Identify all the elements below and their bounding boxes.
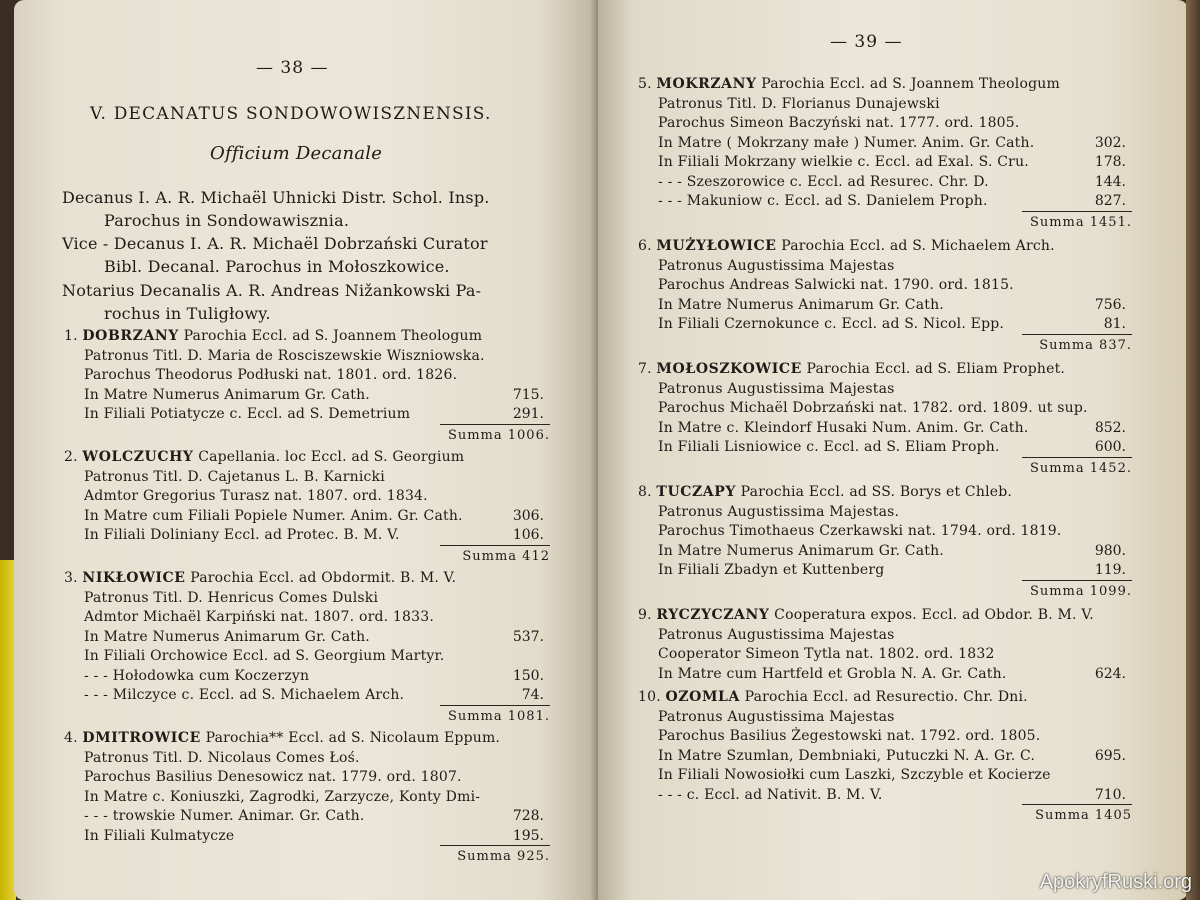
entry-name: NIKŁOWICE	[82, 570, 186, 586]
sum-rule	[440, 705, 550, 706]
entry-number: 5.	[638, 76, 652, 92]
entry-line: In Filiali Czernokunce c. Eccl. ad S. Nicol. Epp.	[658, 316, 1005, 332]
population-count: 728.	[512, 808, 544, 824]
right-page	[598, 0, 1188, 900]
entry-line: In Matre Numerus Animarum Gr. Cath.	[658, 542, 944, 559]
entry-line: In Filiali Lisniowice c. Eccl. ad S. Eliam Proph.	[658, 439, 1000, 455]
sum-rule	[1022, 580, 1132, 581]
entry-description: Parochia Eccl. ad Resurectio. Chr. Dni.	[744, 689, 1028, 705]
entry-line: Patronus Augustissima Majestas	[658, 708, 895, 725]
official-line: Decanus I. A. R. Michaël Uhnicki Distr. Schol. Insp.	[62, 188, 490, 207]
entry-name: TUCZAPY	[656, 484, 736, 500]
population-count: 291.	[512, 406, 544, 422]
entry-sum: Summa 1451.	[1029, 214, 1132, 230]
entry-name: RYCZYCZANY	[656, 607, 770, 623]
population-count: 81.	[1103, 316, 1126, 332]
entry-heading	[638, 76, 1060, 92]
entry-sum: Summa 925.	[457, 849, 550, 864]
entry-line: Parochus Theodorus Podłuski nat. 1801. ord. 1826.	[84, 367, 458, 383]
entry-line: In Filiali Kulmatycze	[84, 827, 235, 844]
section-title: V. DECANATUS SONDOWOWISZNENSIS.	[90, 104, 492, 124]
entry-line: In Matre Szumlan, Dembniaki, Putuczki N. A. Gr. C.	[658, 747, 1036, 764]
sum-rule	[440, 545, 550, 546]
entry-number: 7.	[638, 361, 652, 377]
population-count: 980.	[1094, 542, 1126, 559]
entry-line: Admtor Michaël Karpiński nat. 1807. ord. 1833.	[84, 609, 435, 625]
population-count: 756.	[1094, 296, 1126, 313]
entry-description: Capellania. loc Eccl. ad S. Georgium	[198, 449, 465, 465]
entry-line: In Filiali Zbadyn et Kuttenberg	[658, 562, 885, 578]
sum-rule	[1022, 211, 1132, 212]
entry-line: In Matre ( Mokrzany małe ) Numer. Anim. Gr. Cath.	[658, 134, 1035, 151]
population-count: 537.	[512, 628, 544, 645]
entry-description: Parochia Eccl. ad S. Michaelem Arch.	[781, 238, 1055, 254]
entry-line: In Filiali Mokrzany wielkie c. Eccl. ad Exal. S. Cru.	[658, 154, 1029, 170]
official-line: Vice - Decanus I. A. R. Michaël Dobrzański Curator	[62, 234, 488, 253]
entry-line: In Filiali Orchowice Eccl. ad S. Georgium Martyr.	[84, 648, 445, 664]
entry-line: Patronus Titl. D. Cajetanus L. B. Karnicki	[84, 468, 385, 485]
entry-number: 10.	[638, 689, 661, 705]
entry-sum: Summa 837.	[1039, 337, 1132, 353]
left-page	[14, 0, 598, 900]
population-count: 852.	[1094, 419, 1126, 436]
population-count: 144.	[1094, 173, 1126, 190]
book-edge-right	[1186, 0, 1200, 900]
entry-sum: Summa 1452.	[1029, 460, 1132, 476]
entry-heading	[64, 730, 500, 746]
entry-description: Parochia Eccl. ad S. Joannem Theologum	[183, 328, 483, 344]
entry-line: Patronus Augustissima Majestas.	[658, 503, 900, 520]
entry-line: Patronus Titl. D. Henricus Comes Dulski	[84, 589, 379, 606]
entry-line: In Matre c. Kleindorf Husaki Num. Anim. Gr. Cath.	[658, 419, 1029, 436]
entry-line: - - - trowskie Numer. Animar. Gr. Cath.	[84, 808, 365, 824]
entry-number: 9.	[638, 607, 652, 623]
sum-rule	[1022, 804, 1132, 805]
entry-line: Parochus Basilius Żegestowski nat. 1792. ord. 1805.	[658, 728, 1041, 744]
entry-sum: Summa 1405	[1035, 808, 1132, 823]
entry-heading	[638, 689, 1028, 705]
entry-line: Patronus Augustissima Majestas	[658, 257, 895, 274]
population-count: 695.	[1094, 747, 1126, 764]
entry-line: - - - c. Eccl. ad Nativit. B. M. V.	[658, 786, 883, 803]
population-count: 106.	[512, 527, 544, 543]
entry-number: 1.	[64, 328, 78, 344]
entry-heading	[64, 328, 482, 344]
population-count: 119.	[1094, 562, 1126, 578]
population-count: 827.	[1094, 193, 1126, 209]
entry-description: Parochia Eccl. ad Obdormit. B. M. V.	[190, 570, 457, 586]
entry-name: DOBRZANY	[82, 328, 179, 344]
entry-description: Parochia Eccl. ad S. Eliam Prophet.	[806, 361, 1066, 377]
entry-name: WOLCZUCHY	[82, 449, 194, 465]
population-count: 302.	[1094, 134, 1126, 151]
entry-description: Parochia Eccl. ad S. Joannem Theologum	[761, 76, 1060, 92]
population-count: 600.	[1094, 439, 1126, 455]
entry-name: MUŻYŁOWICE	[656, 238, 777, 254]
section-subtitle: Officium Decanale	[210, 143, 383, 164]
entry-heading	[638, 484, 1012, 500]
entry-name: MOŁOSZKOWICE	[656, 361, 802, 377]
entry-line: In Matre c. Koniuszki, Zagrodki, Zarzycze, Konty Dmi-	[84, 788, 481, 805]
entry-sum: Summa 412	[462, 548, 550, 564]
entry-number: 2.	[64, 449, 78, 465]
entry-description: Parochia Eccl. ad SS. Borys et Chleb.	[740, 484, 1013, 500]
official-line: Bibl. Decanal. Parochus in Mołoszkowice.	[104, 257, 450, 276]
entry-line: Parochus Andreas Salwicki nat. 1790. ord. 1815.	[658, 277, 1014, 293]
entry-line: Admtor Gregorius Turasz nat. 1807. ord. 1834.	[84, 488, 428, 504]
population-count: 178.	[1094, 154, 1126, 170]
entry-sum: Summa 1006.	[447, 427, 550, 443]
entry-line: Patronus Titl. D. Maria de Rosciszewskie Wiszniowska.	[84, 347, 485, 364]
entry-line: In Matre cum Filiali Popiele Numer. Anim. Gr. Cath.	[84, 507, 463, 524]
entry-line: In Filiali Nowosiołki cum Laszki, Szczyble et Kocierze	[658, 767, 1051, 783]
entry-number: 4.	[64, 730, 78, 746]
entry-line: Patronus Titl. D. Florianus Dunajewski	[658, 95, 940, 112]
entry-heading	[64, 570, 456, 586]
entry-line: In Filiali Doliniany Eccl. ad Protec. B. M. V.	[84, 527, 400, 543]
entry-heading	[64, 449, 464, 465]
population-count: 306.	[512, 507, 544, 524]
entry-description: Parochia** Eccl. ad S. Nicolaum Eppum.	[205, 730, 501, 746]
entry-name: DMITROWICE	[82, 730, 201, 746]
entry-line: Patronus Augustissima Majestas	[658, 626, 895, 643]
entry-description: Cooperatura expos. Eccl. ad Obdor. B. M. V.	[774, 607, 1094, 623]
sum-rule	[1022, 457, 1132, 458]
entry-line: In Matre Numerus Animarum Gr. Cath.	[84, 386, 370, 403]
official-line: rochus in Tuligłowy.	[104, 304, 271, 323]
entry-line: Parochus Simeon Baczyński nat. 1777. ord. 1805.	[658, 115, 1020, 131]
entry-line: In Matre Numerus Animarum Gr. Cath.	[84, 628, 370, 645]
entry-line: In Matre cum Hartfeld et Grobla N. A. Gr. Cath.	[658, 665, 1007, 682]
sum-rule	[440, 424, 550, 425]
entry-name: MOKRZANY	[656, 76, 757, 92]
entry-sum: Summa 1081.	[447, 708, 550, 724]
entry-line: In Matre Numerus Animarum Gr. Cath.	[658, 296, 944, 313]
entry-line: Parochus Michaël Dobrzański nat. 1782. ord. 1809. ut sup.	[658, 400, 1088, 416]
entry-heading	[638, 607, 1094, 623]
watermark: ApokryfRuski.org	[1039, 871, 1192, 893]
entry-line: - - - Szeszorowice c. Eccl. ad Resurec. Chr. D.	[658, 173, 989, 190]
page-number: — 39 —	[830, 32, 903, 52]
population-count: 195.	[512, 827, 544, 844]
population-count: 624.	[1094, 665, 1126, 682]
population-count: 710.	[1094, 786, 1126, 803]
entry-line: Patronus Augustissima Majestas	[658, 380, 895, 397]
entry-line: Cooperator Simeon Tytla nat. 1802. ord. 1832	[658, 646, 995, 662]
entry-heading	[638, 361, 1065, 377]
entry-line: Parochus Timothaeus Czerkawski nat. 1794. ord. 1819.	[658, 523, 1062, 539]
official-line: Parochus in Sondowawisznia.	[104, 211, 350, 230]
entry-number: 8.	[638, 484, 652, 500]
population-count: 715.	[512, 386, 544, 403]
population-count: 74.	[521, 687, 544, 703]
entry-line: In Filiali Potiatycze c. Eccl. ad S. Demetrium	[84, 406, 411, 422]
sum-rule	[1022, 334, 1132, 335]
entry-line: Patronus Titl. D. Nicolaus Comes Łoś.	[84, 749, 360, 766]
entry-number: 6.	[638, 238, 652, 254]
entry-name: OZOMLA	[665, 689, 740, 705]
entry-number: 3.	[64, 570, 78, 586]
official-line: Notarius Decanalis A. R. Andreas Nižankowski Pa-	[62, 281, 482, 300]
entry-heading	[638, 238, 1055, 254]
population-count: 150.	[512, 667, 544, 684]
entry-line: Parochus Basilius Denesowicz nat. 1779. ord. 1807.	[84, 769, 462, 785]
entry-sum: Summa 1099.	[1029, 583, 1132, 599]
sum-rule	[440, 845, 550, 846]
entry-line: - - - Milczyce c. Eccl. ad S. Michaelem Arch.	[84, 687, 405, 703]
page-number: — 38 —	[256, 58, 329, 78]
entry-line: - - - Hołodowka cum Koczerzyn	[84, 667, 310, 684]
entry-line: - - - Makuniow c. Eccl. ad S. Danielem Proph.	[658, 193, 988, 209]
